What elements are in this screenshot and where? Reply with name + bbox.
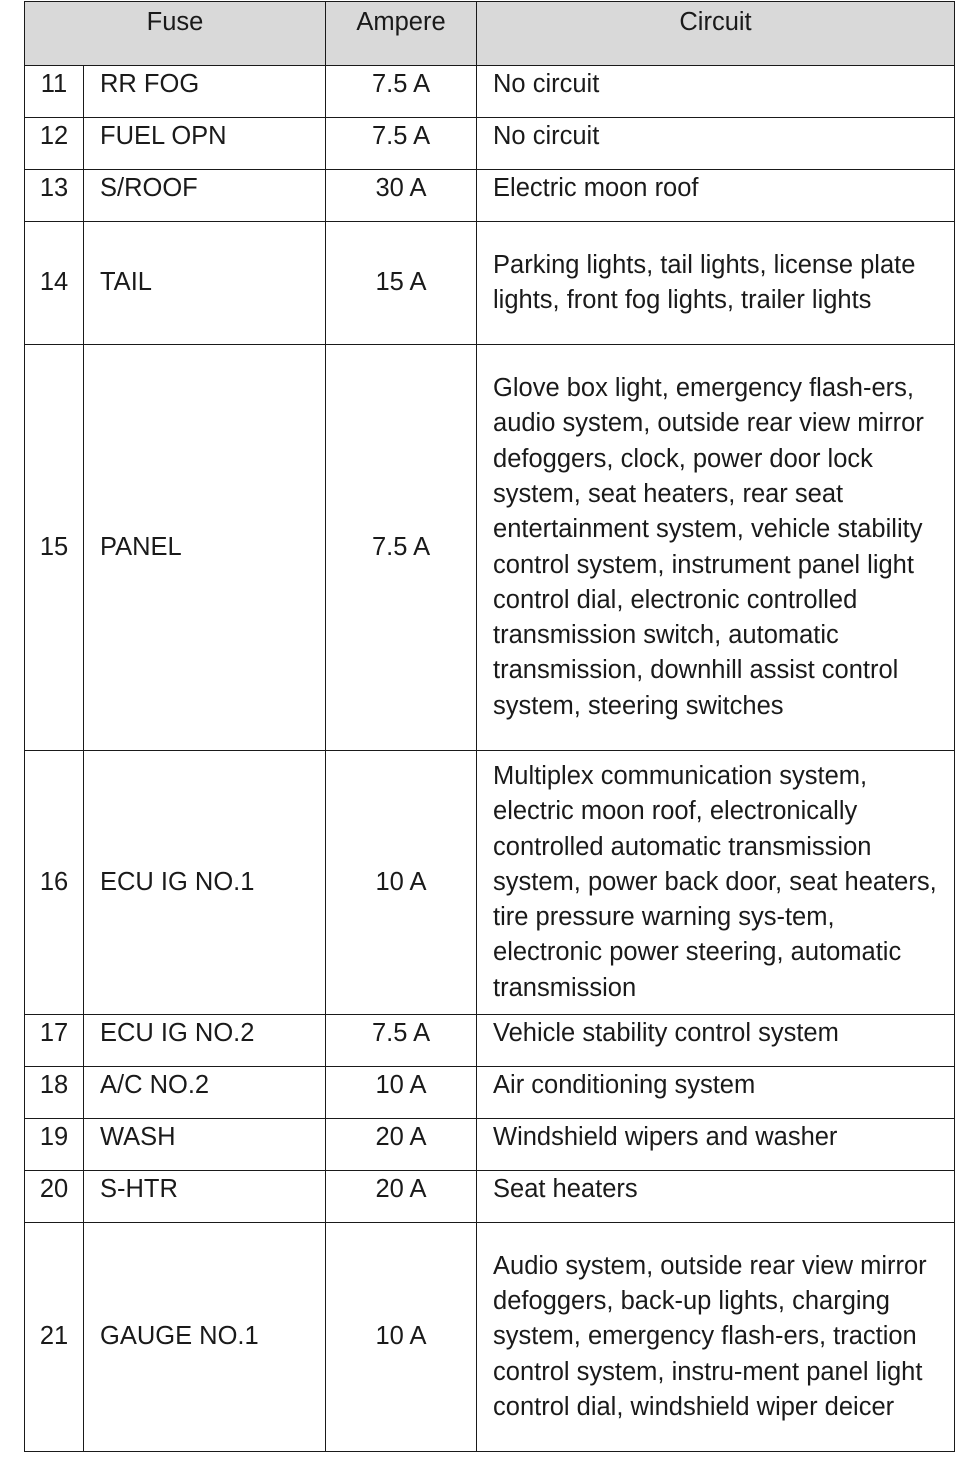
table-row	[25, 1223, 955, 1452]
table-row	[25, 222, 955, 345]
fuse-name: ECU IG NO.2	[84, 1015, 326, 1067]
fuse-circuit: Electric moon roof	[477, 170, 955, 222]
fuse-circuit: Seat heaters	[477, 1171, 955, 1223]
fuse-circuit: Audio system, outside rear view mirror defoggers, back-up lights, charging system, emergency flash-ers, traction control system, instru-ment panel light control dial, windshield wiper deicer	[477, 1223, 955, 1452]
fuse-number: 19	[25, 1119, 84, 1171]
header-circuit: Circuit	[477, 2, 955, 66]
fuse-ampere: 10 A	[326, 1223, 477, 1452]
fuse-number: 21	[25, 1223, 84, 1452]
fuse-name: PANEL	[84, 345, 326, 751]
fuse-table	[24, 1, 955, 1452]
fuse-number: 18	[25, 1067, 84, 1119]
fuse-name: TAIL	[84, 222, 326, 345]
fuse-name: ECU IG NO.1	[84, 751, 326, 1015]
fuse-ampere: 30 A	[326, 170, 477, 222]
fuse-name: FUEL OPN	[84, 118, 326, 170]
table-row	[25, 1119, 955, 1171]
fuse-name: RR FOG	[84, 66, 326, 118]
table-row	[25, 170, 955, 222]
table-row	[25, 1067, 955, 1119]
table-row	[25, 751, 955, 1015]
table-row	[25, 1171, 955, 1223]
fuse-number: 17	[25, 1015, 84, 1067]
table-row	[25, 66, 955, 118]
fuse-number: 13	[25, 170, 84, 222]
fuse-name: S/ROOF	[84, 170, 326, 222]
fuse-number: 14	[25, 222, 84, 345]
fuse-number: 11	[25, 66, 84, 118]
fuse-number: 16	[25, 751, 84, 1015]
fuse-circuit: Air conditioning system	[477, 1067, 955, 1119]
header-ampere: Ampere	[326, 2, 477, 66]
table-row	[25, 118, 955, 170]
fuse-ampere: 7.5 A	[326, 118, 477, 170]
fuse-name: A/C NO.2	[84, 1067, 326, 1119]
header-row	[25, 2, 955, 66]
fuse-circuit: Multiplex communication system, electric moon roof, electronically controlled automatic transmission system, power back door, seat heaters, tire pressure warning sys-tem, electronic power steering, automatic transmission	[477, 751, 955, 1015]
fuse-number: 12	[25, 118, 84, 170]
fuse-name: S-HTR	[84, 1171, 326, 1223]
fuse-ampere: 15 A	[326, 222, 477, 345]
fuse-ampere: 7.5 A	[326, 1015, 477, 1067]
fuse-ampere: 10 A	[326, 1067, 477, 1119]
table-row	[25, 1015, 955, 1067]
header-fuse: Fuse	[25, 2, 326, 66]
fuse-ampere: 7.5 A	[326, 345, 477, 751]
fuse-number: 15	[25, 345, 84, 751]
fuse-number: 20	[25, 1171, 84, 1223]
table-row	[25, 345, 955, 751]
fuse-circuit: Glove box light, emergency flash-ers, audio system, outside rear view mirror defoggers, clock, power door lock system, seat heaters, rear seat entertainment system, vehicle stability control system, instrument panel light control dial, electronic controlled transmission switch, automatic transmission, downhill assist control system, steering switches	[477, 345, 955, 751]
fuse-table-body	[25, 66, 955, 1452]
fuse-circuit: Vehicle stability control system	[477, 1015, 955, 1067]
fuse-ampere: 10 A	[326, 751, 477, 1015]
fuse-circuit: No circuit	[477, 66, 955, 118]
fuse-ampere: 20 A	[326, 1119, 477, 1171]
fuse-name: GAUGE NO.1	[84, 1223, 326, 1452]
fuse-circuit: Parking lights, tail lights, license plate lights, front fog lights, trailer lights	[477, 222, 955, 345]
fuse-name: WASH	[84, 1119, 326, 1171]
fuse-circuit: No circuit	[477, 118, 955, 170]
fuse-ampere: 20 A	[326, 1171, 477, 1223]
fuse-ampere: 7.5 A	[326, 66, 477, 118]
fuse-circuit: Windshield wipers and washer	[477, 1119, 955, 1171]
